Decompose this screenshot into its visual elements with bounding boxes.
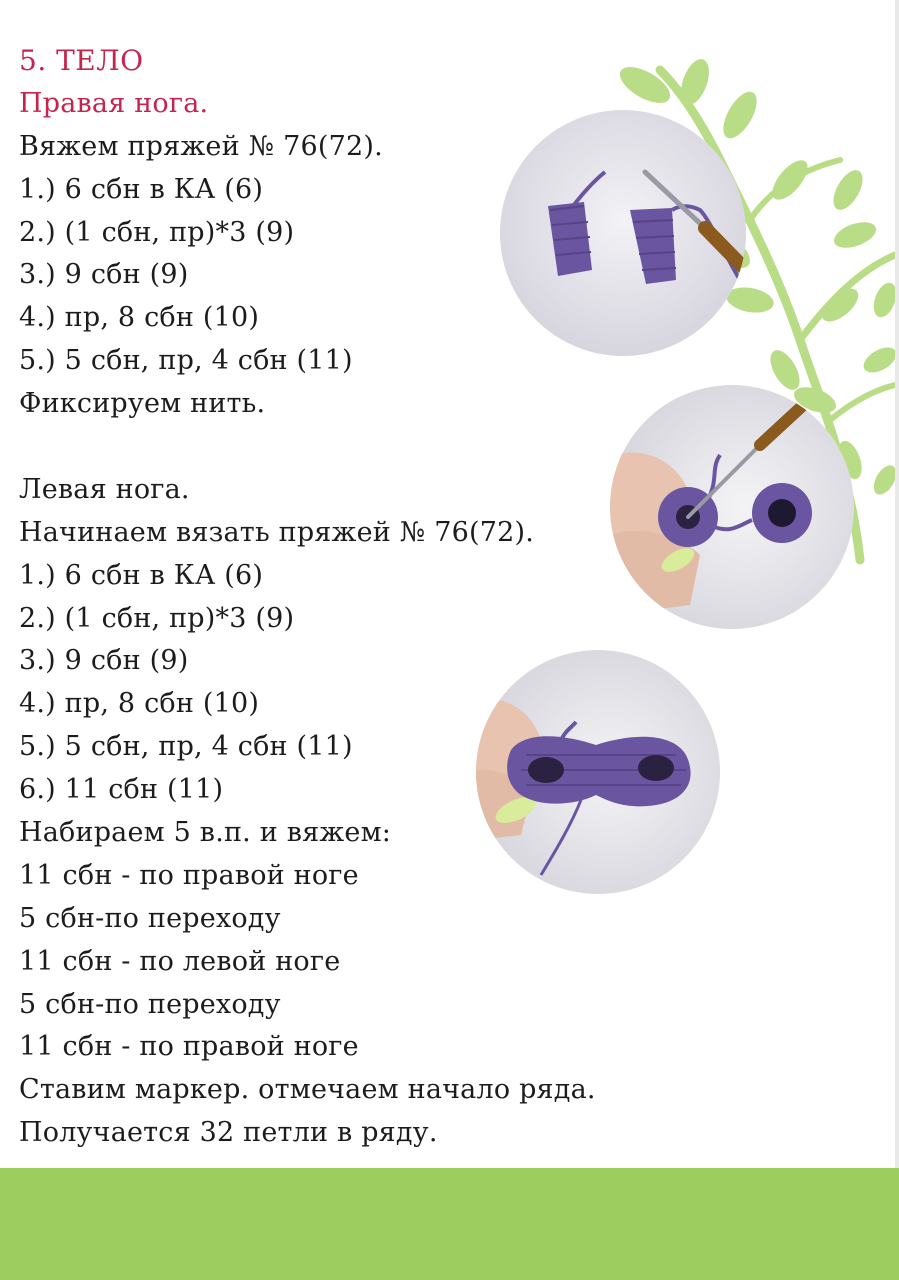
photo-hand-with-hook (610, 385, 854, 629)
right-leg-row: 5.) 5 сбн, пр, 4 сбн (11) (19, 345, 353, 377)
right-leg-outro: Фиксируем нить. (19, 388, 266, 420)
left-leg-row: 3.) 9 сбн (9) (19, 645, 189, 677)
join-row: 11 сбн - по левой ноге (19, 945, 341, 977)
join-row: 5 сбн-по переходу (19, 902, 281, 934)
right-leg-row: 3.) 9 сбн (9) (19, 259, 189, 291)
left-leg-row: 4.) пр, 8 сбн (10) (19, 688, 260, 720)
left-leg-row: 1.) 6 сбн в КА (6) (19, 559, 264, 591)
left-leg-row: 5.) 5 сбн, пр, 4 сбн (11) (19, 731, 353, 763)
right-leg-title: Правая нога. (19, 87, 209, 119)
page-edge (895, 0, 899, 1280)
right-leg-intro: Вяжем пряжей № 76(72). (19, 130, 383, 162)
footer-green-band (0, 1168, 899, 1280)
join-intro: Набираем 5 в.п. и вяжем: (19, 817, 392, 849)
join-row: 5 сбн-по переходу (19, 988, 281, 1020)
right-leg-row: 1.) 6 сбн в КА (6) (19, 173, 264, 205)
left-leg-intro: Начинаем вязать пряжей № 76(72). (19, 516, 535, 548)
result-note: Получается 32 петли в ряду. (19, 1117, 438, 1149)
pattern-text (19, 40, 619, 1155)
join-row: 11 сбн - по правой ноге (19, 1031, 359, 1063)
right-leg-row: 4.) пр, 8 сбн (10) (19, 302, 260, 334)
right-leg-row: 2.) (1 сбн, пр)*3 (9) (19, 216, 295, 248)
left-leg-row: 6.) 11 сбн (11) (19, 774, 224, 806)
paragraph-spacer (19, 426, 619, 469)
join-row: 11 сбн - по правой ноге (19, 859, 359, 891)
left-leg-row: 2.) (1 сбн, пр)*3 (9) (19, 602, 295, 634)
left-leg-title: Левая нога. (19, 473, 190, 505)
section-title: 5. ТЕЛО (19, 44, 144, 77)
marker-note: Ставим маркер. отмечаем начало ряда. (19, 1074, 596, 1106)
